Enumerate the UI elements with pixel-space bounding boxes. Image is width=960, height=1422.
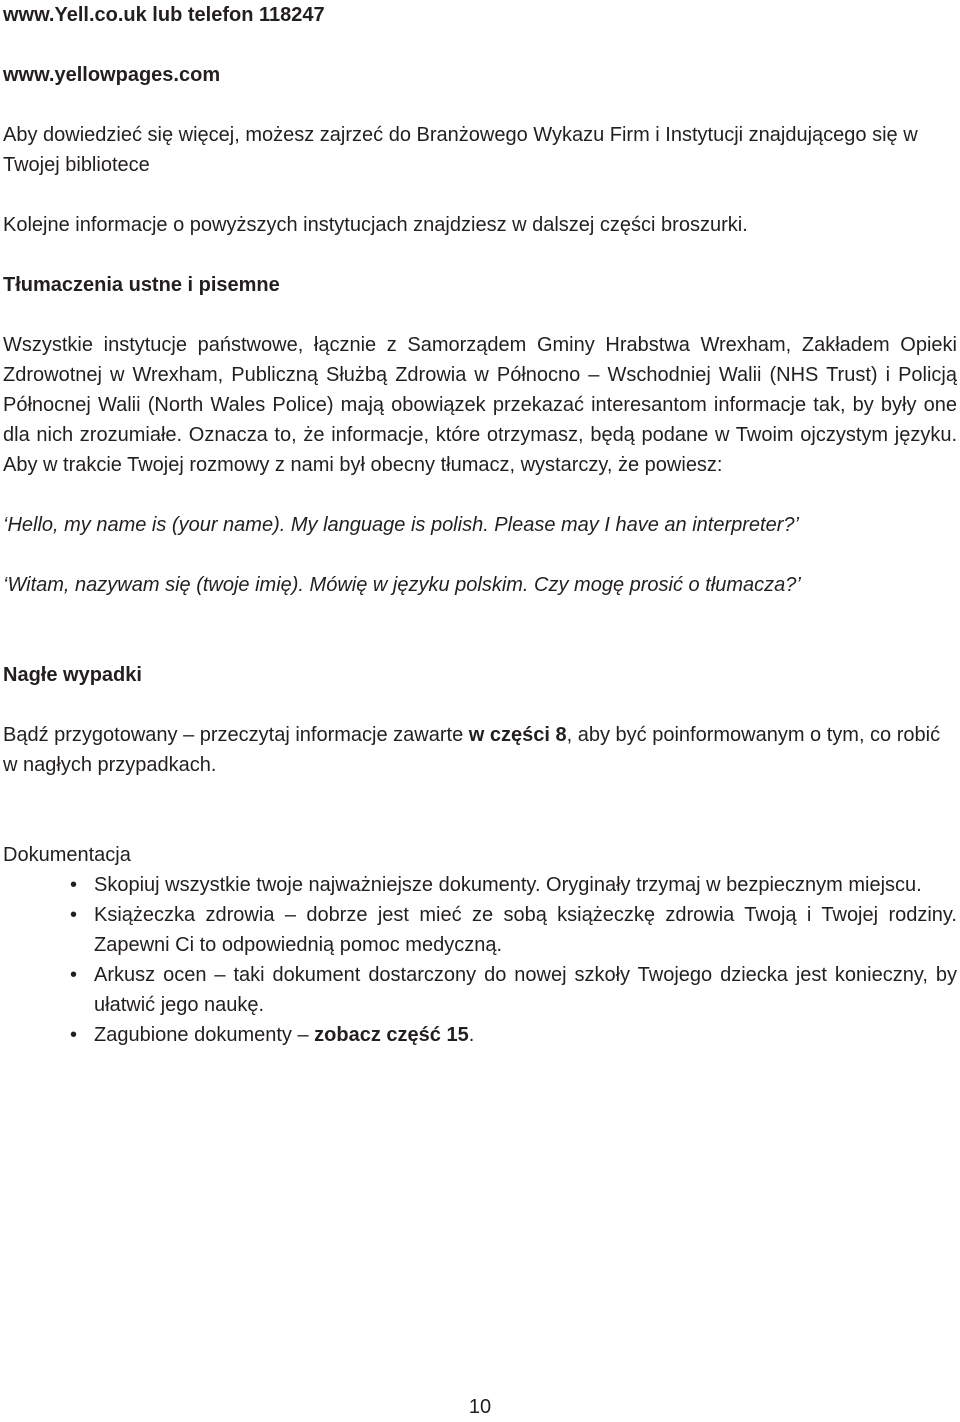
quote-english: ‘Hello, my name is (your name). My language is polish. Please may I have an interpreter?’ [3,514,799,536]
documentation-heading: Dokumentacja [3,844,131,866]
list-item-text: Arkusz ocen – taki dokument dostarczony do nowej szkoły Twojego dziecka jest konieczny, by ułatwić jego naukę. [94,964,957,1016]
list-item-text-after: . [468,1024,475,1046]
translations-heading: Tłumaczenia ustne i pisemne [3,274,280,296]
contact-yell: www.Yell.co.uk lub telefon 118247 [3,4,325,26]
bullet-icon: • [70,904,78,926]
list-item [3,900,957,960]
emergencies-text-before: Bądź przygotowany – przeczytaj informacje zawarte [3,724,469,746]
translations-paragraph-part1: Wszystkie instytucje państwowe, łącznie z Samorządem Gminy Hrabstwa Wrexham, Zakładem Opieki Zdrowotnej w Wrexham, Publiczną Służbą Zdrowia w Północno – Wschodniej Walii (NHS Trust) i Policją Północnej Walii (North Wales Police) mają obowiązek przekazać interesantom informacje tak, by były one dla nich zrozumiałe. [3,334,957,446]
list-item [3,870,957,900]
list-item-text-before: Zagubione dokumenty – [94,1024,315,1046]
list-item [3,1020,957,1050]
bullet-icon: • [70,874,78,896]
further-info-paragraph: Kolejne informacje o powyższych instytucjach znajdziesz w dalszej części broszurki. [3,214,748,236]
emergencies-heading: Nagłe wypadki [3,664,142,686]
document-page [3,0,957,1050]
list-item-text: Skopiuj wszystkie twoje najważniejsze dokumenty. Oryginały trzymaj w bezpiecznym miejscu. [94,874,922,896]
page-number: 10 [468,1396,492,1418]
bullet-icon: • [70,1024,78,1046]
contact-yellowpages: www.yellowpages.com [3,64,221,86]
list-item-section-reference: zobacz część 15 [314,1024,469,1046]
emergencies-text-after: , aby być poinformowanym o tym, co robić w nagłych przypadkach. [3,724,941,776]
translations-paragraph-part2: Oznacza to, że informacje, które otrzymasz, będą podane w Twoim ojczystym języku. Aby w trakcie Twojej rozmowy z nami był obecny tłumacz, wystarczy, że powiesz: [3,424,958,476]
bullet-icon: • [70,964,78,986]
translations-paragraph [3,330,957,480]
quote-polish: ‘Witam, nazywam się (twoje imię). Mówię w języku polskim. Czy mogę prosić o tłumacza?’ [3,574,801,596]
list-item-text: Książeczka zdrowia – dobrze jest mieć ze sobą książeczkę zdrowia Twoją i Twojej rodziny. Zapewni Ci to odpowiednią pomoc medyczną. [94,904,957,956]
list-item [3,960,957,1020]
intro-paragraph: Aby dowiedzieć się więcej, możesz zajrzeć do Branżowego Wykazu Firm i Instytucji znajdującego się w Twojej bibliotece [3,124,918,176]
documentation-list [3,870,957,1050]
emergencies-section-reference: w części 8 [468,724,567,746]
emergencies-paragraph [3,720,957,780]
